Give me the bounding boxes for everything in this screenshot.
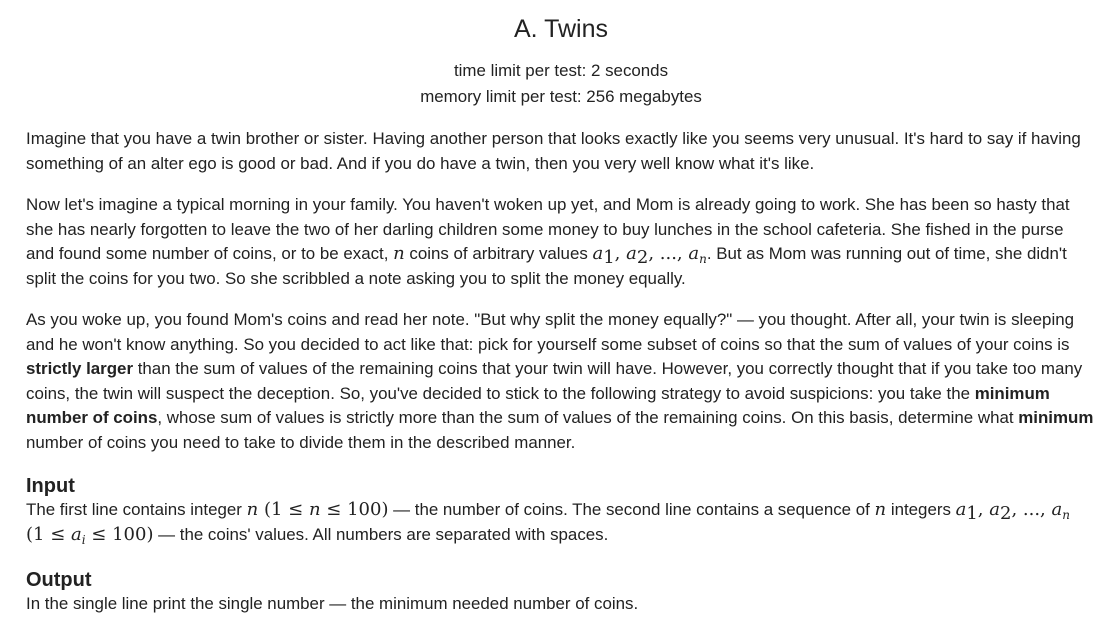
math-n: n: [393, 243, 405, 264]
math-n: n: [246, 499, 259, 520]
text-span: , whose sum of values is strictly more than the sum of values of the remaining coins. On this basis, determine what: [157, 408, 1019, 427]
math-ellipsis: , ...,: [1011, 499, 1052, 520]
math-a2: $a_2$: [626, 243, 649, 268]
text-span: coins of arbitrary values: [404, 244, 593, 263]
bold-minimum: minimum: [1018, 408, 1094, 427]
math-comma: ,: [614, 243, 627, 264]
text-span: — the number of coins. The second line contains a sequence of: [388, 500, 875, 519]
math-a2: $a_2$: [989, 499, 1012, 524]
text-span: As you woke up, you found Mom's coins and read her note. "But why split the money equally?" — you thought. After all, your twin is sleeping and he won't know anything. So you decided to act like that: pick for yourself some subset of coins so that the sum of values of your coins is: [26, 310, 1074, 354]
math-constraint-n: (1 ≤ n ≤ 100): [258, 499, 389, 520]
time-limit: time limit per test: 2 seconds: [453, 61, 669, 80]
text-span: Now let's imagine a typical morning in your family. You haven't woken up yet, and Mom is already going to work. She has been so hasty that she has nearly forgotten to leave the two of her darling children some money to buy lunches in the school cafeteria. She fished in the purse and found some number of coins, or to be exact,: [26, 195, 1070, 263]
bold-strictly-larger: strictly larger: [26, 359, 134, 378]
math-an: $a_n$: [688, 243, 707, 266]
math-a1: $a_1$: [955, 499, 978, 524]
statement-paragraph-1: Imagine that you have a twin brother or sister. Having another person that looks exactly like you seems very unusual. It's hard to say if having something of an alter ego is good or bad. And if you do have a twin, then you very well know what it's like.: [26, 129, 1081, 173]
output-specification: In the single line print the single number — the minimum needed number of coins.: [26, 594, 639, 613]
statement-paragraph-3: [26, 308, 1096, 455]
statement-paragraph-2: [26, 193, 1096, 291]
problem-title: A. Twins: [513, 15, 609, 43]
text-span: integers: [886, 500, 956, 519]
text-span: The first line contains integer: [26, 500, 247, 519]
input-specification: [26, 498, 1096, 547]
text-span: than the sum of values of the remaining coins that your twin will have. However, you correctly thought that if you take too many coins, the twin will suspect the deception. So, you've decided to stick to the following strategy to avoid suspicions: you take the: [26, 359, 1083, 403]
text-span: number of coins you need to take to divide them in the described manner.: [26, 432, 576, 452]
math-a1: $a_1$: [592, 243, 615, 268]
output-section-title: Output: [26, 569, 92, 591]
text-span: — the coins' values. All numbers are separated with spaces.: [153, 524, 609, 544]
math-ellipsis: , ...,: [648, 243, 689, 264]
math-n: n: [874, 499, 887, 520]
memory-limit: memory limit per test: 256 megabytes: [420, 87, 702, 106]
math-an: $a_n$: [1051, 499, 1070, 522]
problem-statement: [26, 12, 1096, 617]
bold-minimum-number-of-coins: minimum number of coins: [26, 383, 1050, 427]
math-constraint-ai: $(1 \le a_i \le 100)$: [26, 523, 154, 547]
math-comma: ,: [977, 499, 990, 520]
text-span: . But as Mom was running out of time, she didn't split the coins for you two. So she scribbled a note asking you to split the money equally.: [26, 244, 1067, 288]
input-section-title: Input: [26, 475, 75, 497]
